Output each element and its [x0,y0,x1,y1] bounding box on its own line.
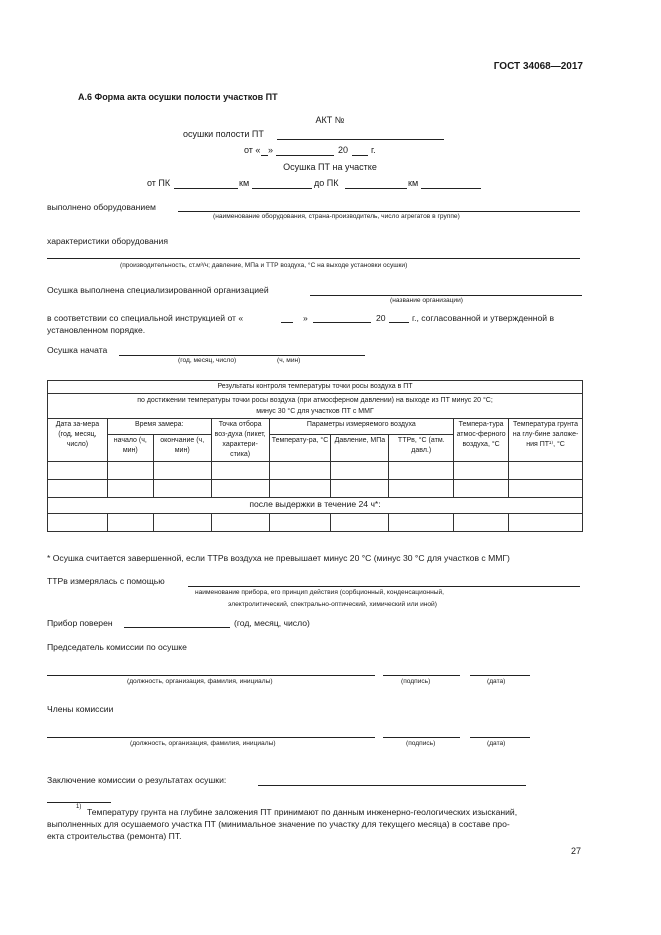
chairman-hint-date: (дата) [487,678,506,685]
chairman-date-field[interactable] [470,675,530,676]
instr-text-d: установленном порядке. [47,325,146,335]
cell[interactable] [389,462,454,480]
table-title: Результаты контроля температуры точки росы воздуха в ПТ [48,381,583,394]
col-temp: Температу-ра, °С [269,434,331,461]
characteristics-field[interactable] [47,258,580,259]
year-prefix: 20 [338,145,349,155]
measure-field[interactable] [188,586,580,587]
cell[interactable] [211,480,269,498]
act-line1-field[interactable] [277,139,444,140]
chairman-sign-field[interactable] [383,675,460,676]
conclusion-label: Заключение комиссии о результатах осушки: [47,775,227,785]
characteristics-label: характеристики оборудования [47,236,168,246]
chairman-position-field[interactable] [47,675,375,676]
chairman-label: Председатель комиссии по осушке [47,642,187,652]
measure-label: ТТРв измерялась с помощью [47,576,165,586]
equipment-field[interactable] [178,211,580,212]
table-row [48,514,583,532]
cell[interactable] [269,462,331,480]
month-field[interactable] [276,155,334,156]
measure-hint-2: электролитический, спектрально-оптический, химический или иной) [228,601,437,608]
start-hint-time: (ч, мин) [277,357,301,364]
footnote-line-1: Температуру грунта на глубине заложения ПТ принимают по данным инженерно-геологических изысканий, [87,807,518,817]
act-subtitle: Осушка ПТ на участке [283,162,377,172]
instr-year: 20 [376,313,386,323]
year-field[interactable] [352,155,368,156]
device-field[interactable] [124,627,230,628]
cell[interactable] [48,462,108,480]
section-title: А.6 Форма акта осушки полости участков ПТ [78,92,278,102]
device-label: Прибор поверен [47,618,113,628]
cell[interactable] [107,514,153,532]
cell[interactable] [509,514,583,532]
instr-month-field[interactable] [313,322,371,323]
cell[interactable] [331,514,389,532]
members-label: Члены комиссии [47,704,114,714]
cell[interactable] [48,514,108,532]
col-ttr: ТТРв, °С (атм. давл.) [389,434,454,461]
cell[interactable] [269,480,331,498]
km1-field[interactable] [252,188,312,189]
cell[interactable] [107,462,153,480]
col-pressure: Давление, МПа [331,434,389,461]
table-subtitle [48,394,583,419]
after-hold-row: после выдержки в течение 24 ч*: [48,498,583,514]
to-pk-field[interactable] [345,188,407,189]
standard-header: ГОСТ 34068—2017 [493,61,583,72]
table-subtitle-1: по достижении температуры точки росы воздуха (при атмосферном давлении) на выходе из ПТ минус 20 °С; [137,397,493,404]
instr-day-field[interactable] [281,322,293,323]
cell[interactable] [153,514,211,532]
cell[interactable] [107,480,153,498]
col-start: начало (ч, мин) [107,434,153,461]
start-label: Осушка начата [47,345,108,355]
date-prefix: от « [244,145,261,155]
cell[interactable] [153,462,211,480]
cell[interactable] [211,514,269,532]
org-label: Осушка выполнена специализированной организацией [47,285,269,295]
cell[interactable] [454,480,509,498]
km2-label: км [408,178,419,188]
footnote-mark: 1) [76,804,82,810]
cell[interactable] [454,514,509,532]
members-hint-sign: (подпись) [406,740,436,747]
act-title: АКТ № [315,115,345,125]
from-pk-field[interactable] [174,188,238,189]
results-table [47,380,583,532]
start-hint-date: (год, месяц, число) [178,357,237,364]
instr-year-field[interactable] [389,322,409,323]
members-date-field[interactable] [470,737,530,738]
footnote-line-3: екта строительства (ремонта) ПТ. [47,831,182,841]
year-suffix: г. [371,145,376,155]
table-subtitle-2: минус 30 °С для участков ПТ с ММГ [256,408,374,415]
members-sign-field[interactable] [383,737,460,738]
cell[interactable] [509,480,583,498]
characteristics-hint: (производительность, ст.м³/ч; давление, МПа и ТТР воздуха, °С на выходе установки осушки) [120,262,408,269]
cell[interactable] [331,480,389,498]
col-params: Параметры измеряемого воздуха [269,419,454,435]
cell[interactable] [269,514,331,532]
km2-field[interactable] [421,188,481,189]
equipment-hint: (наименование оборудования, страна-производитель, число агрегатов в группе) [213,213,460,220]
cell[interactable] [454,462,509,480]
org-hint: (название организации) [390,297,463,304]
members-position-field[interactable] [47,737,375,738]
cell[interactable] [389,480,454,498]
col-ground: Температура грунта на глу-бине заложе-ния ПТ¹⁾, °С [509,419,583,462]
measure-hint-1: наименование прибора, его принцип действия (сорбционный, конденсационный, [195,589,444,596]
col-time: Время замера: [107,419,211,435]
act-line1: осушки полости ПТ [183,129,264,139]
instr-text-c: г., согласованной и утвержденной в [412,313,555,323]
km1-label: км [239,178,250,188]
col-end: окончание (ч, мин) [153,434,211,461]
footnote-line-2: выполненных для осушаемого участка ПТ (минимальное значение по участку для текущего месяца) в составе про- [47,819,510,829]
instr-text-b: » [303,313,308,323]
col-atm: Темпера-тура атмос-ферного воздуха, °С [454,419,509,462]
col-point: Точка отбора воз-духа (пикет, характери-стика) [211,419,269,462]
day-field[interactable] [261,155,268,156]
equipment-label: выполнено оборудованием [47,202,156,212]
footnote-divider [47,802,111,803]
cell[interactable] [331,462,389,480]
instr-text-a: в соответствии со специальной инструкцией от « [47,313,244,323]
page-number: 27 [570,846,581,856]
device-hint: (год, месяц, число) [234,618,310,628]
members-hint-date: (дата) [487,740,506,747]
footnote-star: * Осушка считается завершенной, если ТТРв воздуха не превышает минус 20 °С (минус 30 °С для участков с ММГ) [47,553,510,563]
col-date: Дата за-мера (год, месяц, число) [48,419,108,462]
org-field[interactable] [310,295,582,296]
conclusion-field[interactable] [258,785,526,786]
chairman-hint-sign: (подпись) [401,678,431,685]
table-row [48,480,583,498]
cell[interactable] [153,480,211,498]
date-mid: » [268,145,274,155]
start-field[interactable] [119,355,365,356]
members-hint-pos: (должность, организация, фамилия, инициалы) [130,740,276,747]
table-row [48,462,583,480]
from-pk-label: от ПК [147,178,171,188]
cell[interactable] [211,462,269,480]
to-pk-label: до ПК [314,178,339,188]
chairman-hint-pos: (должность, организация, фамилия, инициалы) [127,678,273,685]
cell[interactable] [48,480,108,498]
cell[interactable] [509,462,583,480]
cell[interactable] [389,514,454,532]
